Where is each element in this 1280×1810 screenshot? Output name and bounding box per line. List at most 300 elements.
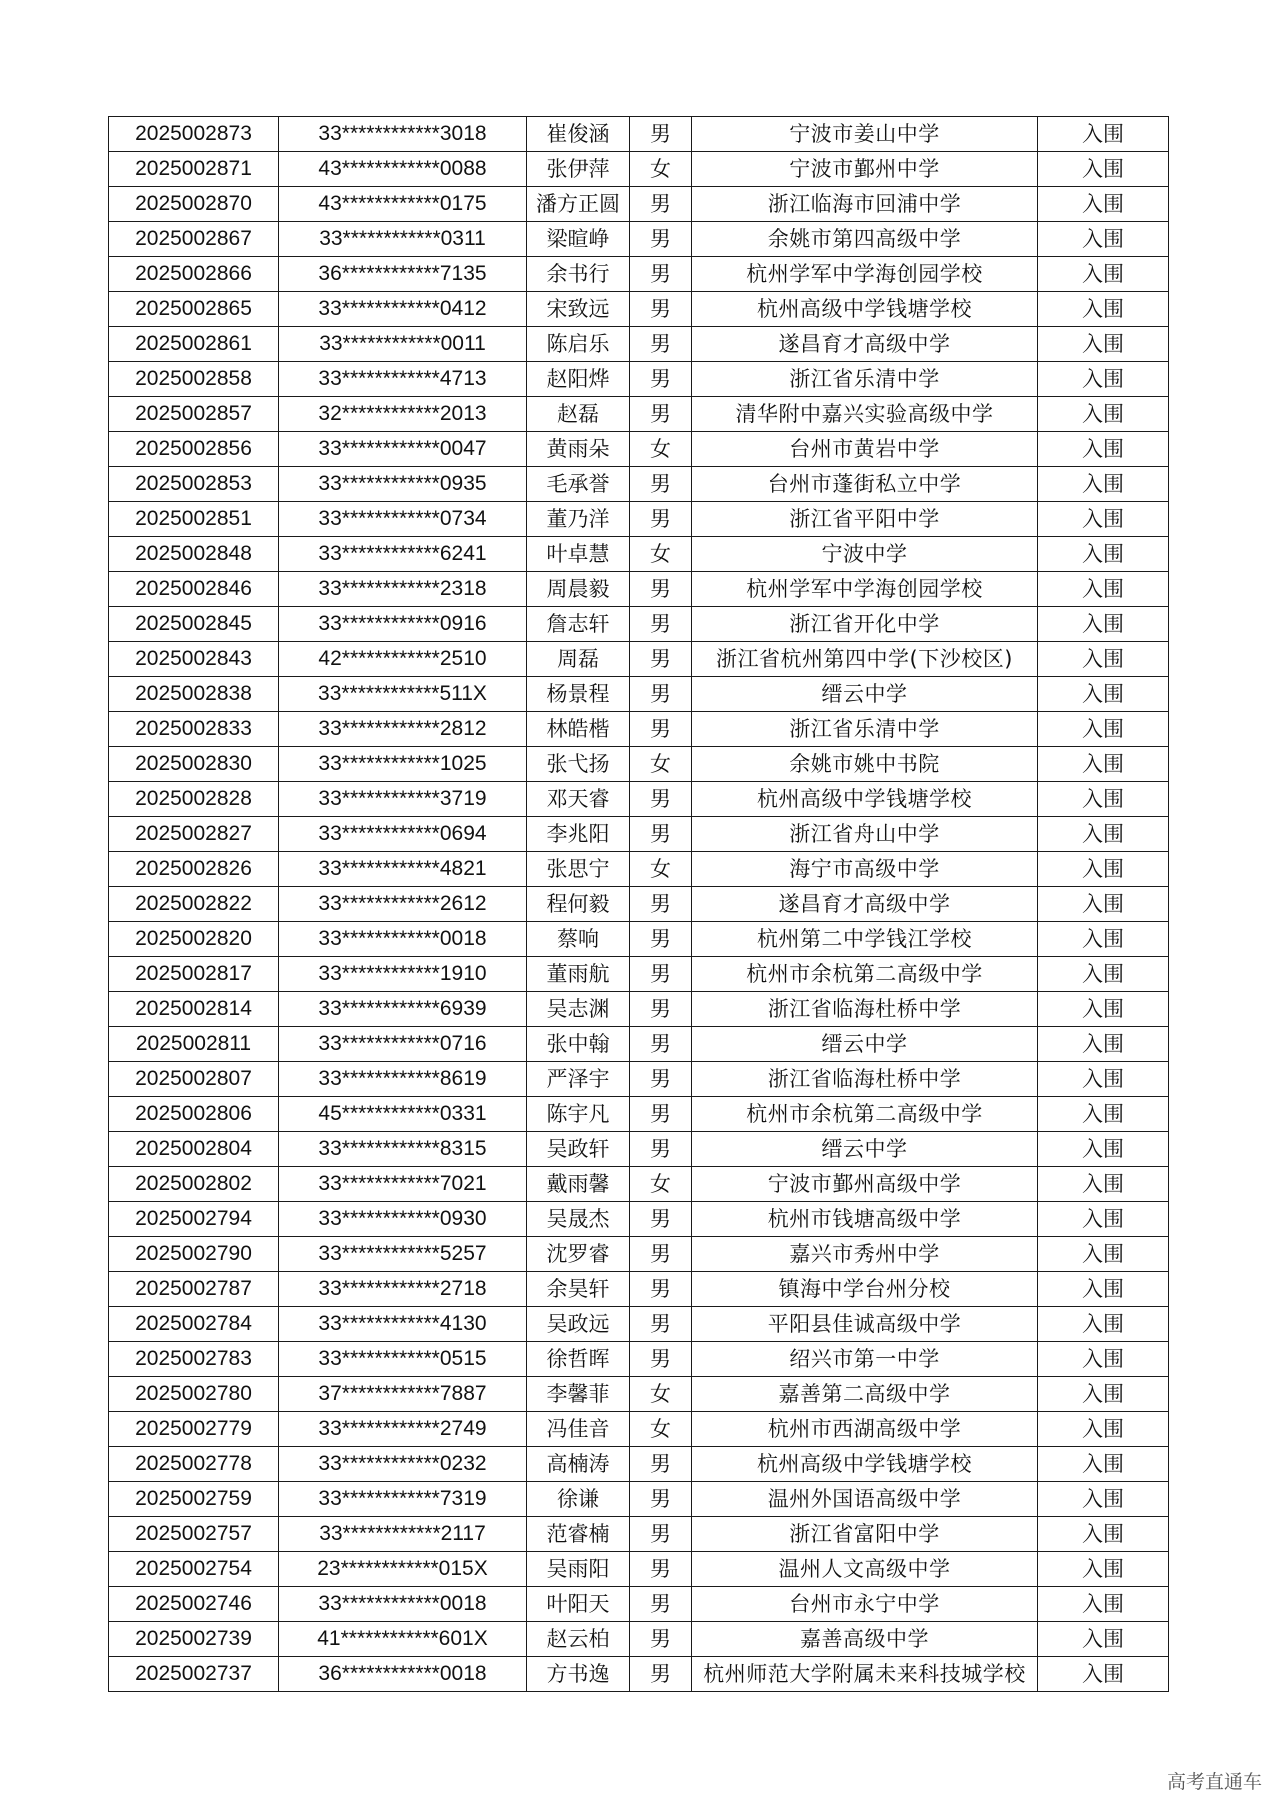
name-cell: 陈宇凡 (527, 1097, 630, 1132)
candidate-id-cell: 2025002790 (109, 1237, 279, 1272)
gender-cell: 男 (630, 1622, 692, 1657)
school-cell: 嘉善第二高级中学 (692, 1377, 1038, 1412)
table-row (109, 187, 1169, 222)
id-card-cell: 33************2117 (279, 1517, 527, 1552)
id-card-cell: 36************7135 (279, 257, 527, 292)
name-cell: 周磊 (527, 642, 630, 677)
school-cell: 浙江省富阳中学 (692, 1517, 1038, 1552)
table-row (109, 992, 1169, 1027)
table-row (109, 1552, 1169, 1587)
table-row (109, 257, 1169, 292)
gender-cell: 男 (630, 467, 692, 502)
gender-cell: 男 (630, 572, 692, 607)
id-card-cell: 42************2510 (279, 642, 527, 677)
result-cell: 入围 (1038, 712, 1169, 747)
school-cell: 绍兴市第一中学 (692, 1342, 1038, 1377)
id-card-cell: 33************0018 (279, 1587, 527, 1622)
candidate-id-cell: 2025002811 (109, 1027, 279, 1062)
candidate-id-cell: 2025002830 (109, 747, 279, 782)
table-row (109, 712, 1169, 747)
name-cell: 宋致远 (527, 292, 630, 327)
result-cell: 入围 (1038, 1062, 1169, 1097)
name-cell: 梁暄峥 (527, 222, 630, 257)
result-cell: 入围 (1038, 607, 1169, 642)
id-card-cell: 33************2318 (279, 572, 527, 607)
result-cell: 入围 (1038, 1097, 1169, 1132)
gender-cell: 女 (630, 1167, 692, 1202)
id-card-cell: 33************0916 (279, 607, 527, 642)
gender-cell: 男 (630, 992, 692, 1027)
candidate-id-cell: 2025002814 (109, 992, 279, 1027)
candidate-id-cell: 2025002817 (109, 957, 279, 992)
table-row (109, 1622, 1169, 1657)
name-cell: 周晨毅 (527, 572, 630, 607)
table-row (109, 1132, 1169, 1167)
name-cell: 严泽宇 (527, 1062, 630, 1097)
table-row (109, 677, 1169, 712)
candidate-id-cell: 2025002794 (109, 1202, 279, 1237)
result-cell: 入围 (1038, 642, 1169, 677)
school-cell: 宁波中学 (692, 537, 1038, 572)
candidate-id-cell: 2025002848 (109, 537, 279, 572)
school-cell: 浙江省乐清中学 (692, 712, 1038, 747)
id-card-cell: 33************7319 (279, 1482, 527, 1517)
table-row (109, 502, 1169, 537)
id-card-cell: 33************6939 (279, 992, 527, 1027)
name-cell: 林皓楷 (527, 712, 630, 747)
school-cell: 杭州学军中学海创园学校 (692, 257, 1038, 292)
result-cell: 入围 (1038, 957, 1169, 992)
table-row (109, 467, 1169, 502)
school-cell: 缙云中学 (692, 1132, 1038, 1167)
gender-cell: 男 (630, 327, 692, 362)
id-card-cell: 33************8619 (279, 1062, 527, 1097)
school-cell: 浙江省乐清中学 (692, 362, 1038, 397)
result-cell: 入围 (1038, 677, 1169, 712)
candidate-id-cell: 2025002802 (109, 1167, 279, 1202)
id-card-cell: 45************0331 (279, 1097, 527, 1132)
gender-cell: 男 (630, 1237, 692, 1272)
id-card-cell: 33************8315 (279, 1132, 527, 1167)
school-cell: 镇海中学台州分校 (692, 1272, 1038, 1307)
gender-cell: 男 (630, 1132, 692, 1167)
id-card-cell: 41************601X (279, 1622, 527, 1657)
gender-cell: 男 (630, 1657, 692, 1692)
gender-cell: 男 (630, 1062, 692, 1097)
result-cell: 入围 (1038, 292, 1169, 327)
id-card-cell: 33************2718 (279, 1272, 527, 1307)
school-cell: 杭州市余杭第二高级中学 (692, 957, 1038, 992)
result-cell: 入围 (1038, 1342, 1169, 1377)
name-cell: 李兆阳 (527, 817, 630, 852)
school-cell: 清华附中嘉兴实验高级中学 (692, 397, 1038, 432)
name-cell: 余昊轩 (527, 1272, 630, 1307)
candidate-id-cell: 2025002759 (109, 1482, 279, 1517)
name-cell: 张思宁 (527, 852, 630, 887)
school-cell: 温州人文高级中学 (692, 1552, 1038, 1587)
table-row (109, 1202, 1169, 1237)
gender-cell: 男 (630, 642, 692, 677)
name-cell: 高楠涛 (527, 1447, 630, 1482)
name-cell: 戴雨馨 (527, 1167, 630, 1202)
gender-cell: 男 (630, 502, 692, 537)
table-row (109, 747, 1169, 782)
id-card-cell: 43************0088 (279, 152, 527, 187)
name-cell: 毛承誉 (527, 467, 630, 502)
table-row (109, 1027, 1169, 1062)
id-card-cell: 33************7021 (279, 1167, 527, 1202)
school-cell: 台州市永宁中学 (692, 1587, 1038, 1622)
id-card-cell: 33************2612 (279, 887, 527, 922)
result-cell: 入围 (1038, 117, 1169, 152)
gender-cell: 男 (630, 712, 692, 747)
school-cell: 杭州学军中学海创园学校 (692, 572, 1038, 607)
table-row (109, 432, 1169, 467)
gender-cell: 男 (630, 957, 692, 992)
id-card-cell: 33************2812 (279, 712, 527, 747)
result-cell: 入围 (1038, 817, 1169, 852)
gender-cell: 男 (630, 922, 692, 957)
gender-cell: 男 (630, 1307, 692, 1342)
school-cell: 杭州高级中学钱塘学校 (692, 292, 1038, 327)
table-row (109, 572, 1169, 607)
candidate-id-cell: 2025002857 (109, 397, 279, 432)
name-cell: 范睿楠 (527, 1517, 630, 1552)
result-cell: 入围 (1038, 922, 1169, 957)
school-cell: 杭州高级中学钱塘学校 (692, 1447, 1038, 1482)
school-cell: 浙江省临海杜桥中学 (692, 1062, 1038, 1097)
school-cell: 浙江省舟山中学 (692, 817, 1038, 852)
result-cell: 入围 (1038, 747, 1169, 782)
gender-cell: 男 (630, 607, 692, 642)
candidate-id-cell: 2025002873 (109, 117, 279, 152)
id-card-cell: 43************0175 (279, 187, 527, 222)
candidate-id-cell: 2025002861 (109, 327, 279, 362)
result-cell: 入围 (1038, 852, 1169, 887)
gender-cell: 男 (630, 1342, 692, 1377)
table-row (109, 397, 1169, 432)
table-row (109, 1657, 1169, 1692)
result-cell: 入围 (1038, 572, 1169, 607)
result-cell: 入围 (1038, 1272, 1169, 1307)
school-cell: 台州市黄岩中学 (692, 432, 1038, 467)
candidate-id-cell: 2025002820 (109, 922, 279, 957)
school-cell: 杭州高级中学钱塘学校 (692, 782, 1038, 817)
result-cell: 入围 (1038, 1202, 1169, 1237)
result-cell: 入围 (1038, 1482, 1169, 1517)
candidate-id-cell: 2025002866 (109, 257, 279, 292)
gender-cell: 女 (630, 537, 692, 572)
table-row (109, 1447, 1169, 1482)
gender-cell: 男 (630, 1482, 692, 1517)
result-cell: 入围 (1038, 257, 1169, 292)
id-card-cell: 33************0018 (279, 922, 527, 957)
name-cell: 赵阳烨 (527, 362, 630, 397)
candidate-id-cell: 2025002865 (109, 292, 279, 327)
result-cell: 入围 (1038, 152, 1169, 187)
name-cell: 吴政轩 (527, 1132, 630, 1167)
id-card-cell: 33************4713 (279, 362, 527, 397)
table-row (109, 117, 1169, 152)
name-cell: 董雨航 (527, 957, 630, 992)
result-cell: 入围 (1038, 1167, 1169, 1202)
candidate-id-cell: 2025002746 (109, 1587, 279, 1622)
table-row (109, 817, 1169, 852)
result-cell: 入围 (1038, 502, 1169, 537)
name-cell: 邓天睿 (527, 782, 630, 817)
id-card-cell: 33************0412 (279, 292, 527, 327)
candidate-id-cell: 2025002778 (109, 1447, 279, 1482)
table-row (109, 292, 1169, 327)
candidate-id-cell: 2025002804 (109, 1132, 279, 1167)
gender-cell: 女 (630, 1377, 692, 1412)
table-row (109, 327, 1169, 362)
candidate-id-cell: 2025002856 (109, 432, 279, 467)
gender-cell: 男 (630, 187, 692, 222)
result-cell: 入围 (1038, 187, 1169, 222)
school-cell: 嘉善高级中学 (692, 1622, 1038, 1657)
gender-cell: 女 (630, 747, 692, 782)
gender-cell: 女 (630, 852, 692, 887)
gender-cell: 男 (630, 1447, 692, 1482)
candidate-id-cell: 2025002827 (109, 817, 279, 852)
gender-cell: 男 (630, 817, 692, 852)
candidate-id-cell: 2025002739 (109, 1622, 279, 1657)
candidate-id-cell: 2025002838 (109, 677, 279, 712)
school-cell: 浙江省平阳中学 (692, 502, 1038, 537)
name-cell: 徐哲晖 (527, 1342, 630, 1377)
id-card-cell: 33************6241 (279, 537, 527, 572)
result-cell: 入围 (1038, 782, 1169, 817)
name-cell: 沈罗睿 (527, 1237, 630, 1272)
school-cell: 宁波市姜山中学 (692, 117, 1038, 152)
candidate-id-cell: 2025002858 (109, 362, 279, 397)
id-card-cell: 33************1910 (279, 957, 527, 992)
id-card-cell: 33************0047 (279, 432, 527, 467)
school-cell: 宁波市鄞州高级中学 (692, 1167, 1038, 1202)
table-row (109, 1482, 1169, 1517)
gender-cell: 男 (630, 1552, 692, 1587)
table-row (109, 922, 1169, 957)
id-card-cell: 33************3719 (279, 782, 527, 817)
school-cell: 杭州第二中学钱江学校 (692, 922, 1038, 957)
school-cell: 余姚市第四高级中学 (692, 222, 1038, 257)
result-cell: 入围 (1038, 1412, 1169, 1447)
result-cell: 入围 (1038, 222, 1169, 257)
name-cell: 蔡响 (527, 922, 630, 957)
id-card-cell: 33************2749 (279, 1412, 527, 1447)
gender-cell: 男 (630, 677, 692, 712)
school-cell: 杭州市西湖高级中学 (692, 1412, 1038, 1447)
result-cell: 入围 (1038, 537, 1169, 572)
gender-cell: 男 (630, 1027, 692, 1062)
candidate-id-cell: 2025002870 (109, 187, 279, 222)
table-row (109, 957, 1169, 992)
candidate-id-cell: 2025002806 (109, 1097, 279, 1132)
candidate-id-cell: 2025002754 (109, 1552, 279, 1587)
candidate-id-cell: 2025002867 (109, 222, 279, 257)
name-cell: 詹志轩 (527, 607, 630, 642)
name-cell: 叶阳天 (527, 1587, 630, 1622)
candidate-id-cell: 2025002787 (109, 1272, 279, 1307)
table-row (109, 1307, 1169, 1342)
id-card-cell: 37************7887 (279, 1377, 527, 1412)
id-card-cell: 33************0515 (279, 1342, 527, 1377)
table-row (109, 642, 1169, 677)
id-card-cell: 33************4130 (279, 1307, 527, 1342)
gender-cell: 男 (630, 782, 692, 817)
result-cell: 入围 (1038, 467, 1169, 502)
name-cell: 吴政远 (527, 1307, 630, 1342)
candidate-id-cell: 2025002822 (109, 887, 279, 922)
table-row (109, 1377, 1169, 1412)
id-card-cell: 33************0311 (279, 222, 527, 257)
result-cell: 入围 (1038, 992, 1169, 1027)
gender-cell: 男 (630, 1587, 692, 1622)
school-cell: 宁波市鄞州中学 (692, 152, 1038, 187)
table-row (109, 852, 1169, 887)
candidate-id-cell: 2025002853 (109, 467, 279, 502)
gender-cell: 男 (630, 257, 692, 292)
school-cell: 余姚市姚中书院 (692, 747, 1038, 782)
id-card-cell: 33************0734 (279, 502, 527, 537)
table-row (109, 1342, 1169, 1377)
result-cell: 入围 (1038, 1132, 1169, 1167)
name-cell: 黄雨朵 (527, 432, 630, 467)
candidate-id-cell: 2025002843 (109, 642, 279, 677)
table-row (109, 537, 1169, 572)
gender-cell: 男 (630, 1097, 692, 1132)
school-cell: 缙云中学 (692, 677, 1038, 712)
result-cell: 入围 (1038, 1552, 1169, 1587)
result-cell: 入围 (1038, 1447, 1169, 1482)
table-row (109, 1272, 1169, 1307)
candidate-id-cell: 2025002846 (109, 572, 279, 607)
result-cell: 入围 (1038, 1517, 1169, 1552)
school-cell: 台州市蓬街私立中学 (692, 467, 1038, 502)
candidate-id-cell: 2025002757 (109, 1517, 279, 1552)
school-cell: 浙江省开化中学 (692, 607, 1038, 642)
id-card-cell: 33************0694 (279, 817, 527, 852)
result-cell: 入围 (1038, 1622, 1169, 1657)
name-cell: 吴志渊 (527, 992, 630, 1027)
table-row (109, 362, 1169, 397)
result-cell: 入围 (1038, 327, 1169, 362)
candidate-table (108, 116, 1169, 1692)
result-cell: 入围 (1038, 362, 1169, 397)
result-cell: 入围 (1038, 1377, 1169, 1412)
table-row (109, 1412, 1169, 1447)
name-cell: 董乃洋 (527, 502, 630, 537)
id-card-cell: 23************015X (279, 1552, 527, 1587)
id-card-cell: 33************0716 (279, 1027, 527, 1062)
table-row (109, 1237, 1169, 1272)
candidate-id-cell: 2025002833 (109, 712, 279, 747)
name-cell: 叶卓慧 (527, 537, 630, 572)
candidate-id-cell: 2025002779 (109, 1412, 279, 1447)
result-cell: 入围 (1038, 1657, 1169, 1692)
school-cell: 温州外国语高级中学 (692, 1482, 1038, 1517)
name-cell: 崔俊涵 (527, 117, 630, 152)
name-cell: 吴晟杰 (527, 1202, 630, 1237)
candidate-id-cell: 2025002807 (109, 1062, 279, 1097)
table-row (109, 1167, 1169, 1202)
id-card-cell: 33************4821 (279, 852, 527, 887)
table-row (109, 1097, 1169, 1132)
school-cell: 遂昌育才高级中学 (692, 887, 1038, 922)
gender-cell: 男 (630, 397, 692, 432)
id-card-cell: 33************0232 (279, 1447, 527, 1482)
school-cell: 杭州师范大学附属未来科技城学校 (692, 1657, 1038, 1692)
result-cell: 入围 (1038, 1027, 1169, 1062)
gender-cell: 男 (630, 117, 692, 152)
table-row (109, 1517, 1169, 1552)
candidate-id-cell: 2025002826 (109, 852, 279, 887)
id-card-cell: 33************3018 (279, 117, 527, 152)
gender-cell: 女 (630, 152, 692, 187)
id-card-cell: 33************5257 (279, 1237, 527, 1272)
school-cell: 平阳县佳诚高级中学 (692, 1307, 1038, 1342)
candidate-id-cell: 2025002828 (109, 782, 279, 817)
result-cell: 入围 (1038, 887, 1169, 922)
name-cell: 赵云柏 (527, 1622, 630, 1657)
candidate-table-body (109, 117, 1169, 1692)
gender-cell: 女 (630, 1412, 692, 1447)
name-cell: 冯佳音 (527, 1412, 630, 1447)
gender-cell: 男 (630, 222, 692, 257)
table-row (109, 782, 1169, 817)
gender-cell: 男 (630, 1202, 692, 1237)
school-cell: 嘉兴市秀州中学 (692, 1237, 1038, 1272)
name-cell: 程何毅 (527, 887, 630, 922)
school-cell: 杭州市钱塘高级中学 (692, 1202, 1038, 1237)
name-cell: 杨景程 (527, 677, 630, 712)
table-row (109, 222, 1169, 257)
name-cell: 余书行 (527, 257, 630, 292)
candidate-id-cell: 2025002737 (109, 1657, 279, 1692)
id-card-cell: 36************0018 (279, 1657, 527, 1692)
name-cell: 张中翰 (527, 1027, 630, 1062)
candidate-id-cell: 2025002871 (109, 152, 279, 187)
result-cell: 入围 (1038, 432, 1169, 467)
table-row (109, 607, 1169, 642)
school-cell: 缙云中学 (692, 1027, 1038, 1062)
name-cell: 陈启乐 (527, 327, 630, 362)
result-cell: 入围 (1038, 397, 1169, 432)
name-cell: 赵磊 (527, 397, 630, 432)
candidate-id-cell: 2025002851 (109, 502, 279, 537)
school-cell: 遂昌育才高级中学 (692, 327, 1038, 362)
gender-cell: 男 (630, 292, 692, 327)
table-row (109, 887, 1169, 922)
id-card-cell: 32************2013 (279, 397, 527, 432)
candidate-id-cell: 2025002784 (109, 1307, 279, 1342)
result-cell: 入围 (1038, 1237, 1169, 1272)
name-cell: 李馨菲 (527, 1377, 630, 1412)
table-row (109, 152, 1169, 187)
name-cell: 张弋扬 (527, 747, 630, 782)
watermark-text: 高考直通车 (1166, 1771, 1262, 1793)
name-cell: 徐谦 (527, 1482, 630, 1517)
candidate-id-cell: 2025002783 (109, 1342, 279, 1377)
school-cell: 浙江临海市回浦中学 (692, 187, 1038, 222)
id-card-cell: 33************0935 (279, 467, 527, 502)
gender-cell: 男 (630, 1517, 692, 1552)
name-cell: 方书逸 (527, 1657, 630, 1692)
gender-cell: 男 (630, 362, 692, 397)
gender-cell: 女 (630, 432, 692, 467)
result-cell: 入围 (1038, 1307, 1169, 1342)
